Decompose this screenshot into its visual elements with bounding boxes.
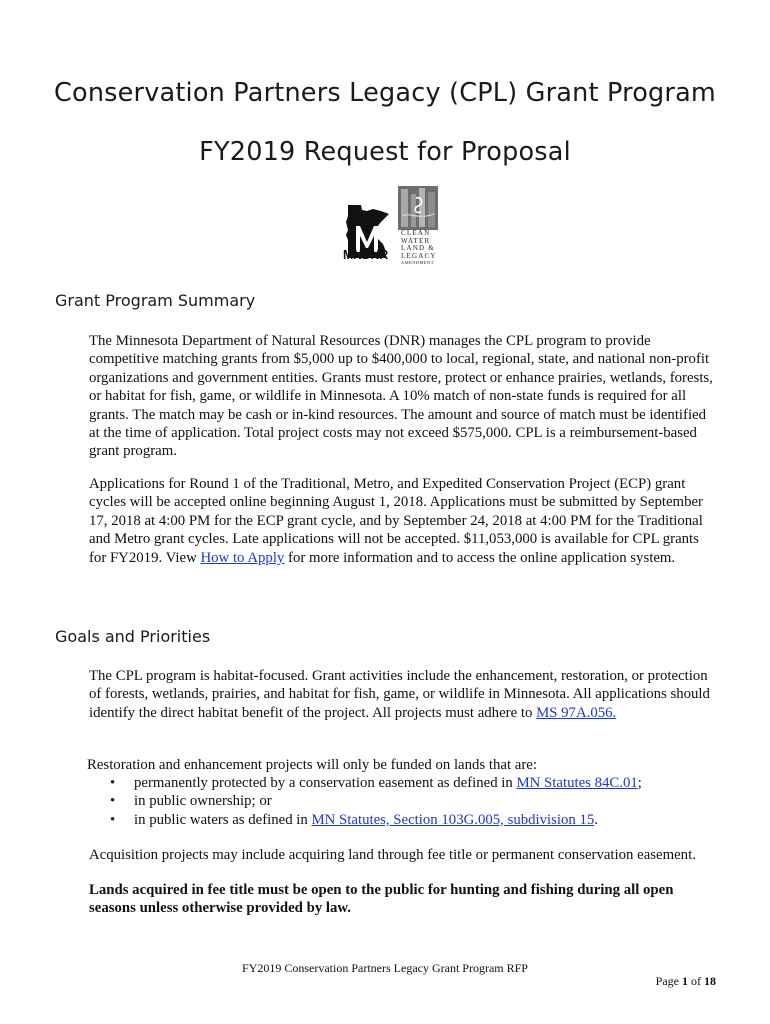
page-footer: FY2019 Conservation Partners Legacy Grant Program RFP — [242, 961, 528, 975]
text-run: permanently protected by a conservation easement as defined in — [134, 775, 517, 791]
list-item — [110, 811, 730, 829]
mndnr-wordmark: MNDNR — [343, 248, 389, 262]
goals-paragraph — [89, 667, 719, 722]
section-heading-summary: Grant Program Summary — [55, 291, 256, 310]
page-total: 18 — [704, 974, 716, 988]
applications-paragraph — [89, 475, 719, 567]
bullet-icon: • — [110, 811, 116, 828]
page-of: of — [691, 974, 701, 988]
list-item — [110, 774, 730, 792]
cwll-line: WATER — [401, 236, 431, 245]
document-subtitle: FY2019 Request for Proposal — [199, 137, 571, 167]
ms-97a056-link[interactable]: MS 97A.056. — [536, 704, 617, 721]
cwll-line: LEGACY — [401, 251, 437, 260]
document-title: Conservation Partners Legacy (CPL) Grant Program — [54, 78, 716, 108]
text-run: for more information and to access the online application system. — [284, 549, 676, 566]
how-to-apply-link[interactable]: How to Apply — [200, 549, 285, 566]
page-current: 1 — [682, 974, 688, 988]
section-heading-goals: Goals and Priorities — [55, 627, 211, 646]
list-item — [110, 792, 730, 810]
mn-statutes-103g005-link[interactable]: MN Statutes, Section 103G.005, subdivision 15 — [311, 811, 595, 828]
acquisition-paragraph: Acquisition projects may include acquiring land through fee title or permanent conservation easement. — [89, 847, 696, 863]
clean-water-legacy-icon — [398, 186, 438, 230]
public-access-paragraph: Lands acquired in fee title must be open to the public for hunting and fishing during all open seasons unless otherwise provided by law. — [89, 882, 674, 917]
land-criteria-list — [110, 774, 730, 829]
summary-paragraph: The Minnesota Department of Natural Resources (DNR) manages the CPL program to provide competitive matching grants from $5,000 up to $400,000 to local, regional, state, and national non-profit organizations and government entities. Grants must restore, protect or enhance prairies, wetlands, forests, or habitat for fish, game, or wildlife in Minnesota. A 10% match of non-state funds is required for all grants. The match may be cash or in-kind resources. The amount and source of match must be identified at the time of application. Total project costs may not exceed $575,000. CPL is a reimbursement-based grant program. — [89, 333, 713, 460]
text-run: . — [594, 811, 599, 828]
text-run: in public waters as defined in — [134, 811, 312, 828]
text-run: The CPL program is habitat-focused. Grant activities include the enhancement, restoration, or protection of forests, wetlands, prairies, and habitat for fish, game, or wildlife in Minnesota. All applications should identify the direct habitat benefit of the project. All projects must adhere to — [89, 668, 710, 721]
bullet-icon: • — [110, 775, 116, 791]
cwll-line: CLEAN — [401, 229, 431, 237]
cwll-line: LAND & — [401, 244, 435, 253]
restoration-paragraph: Restoration and enhancement projects will only be funded on lands that are: — [87, 757, 537, 773]
bullet-icon: • — [110, 793, 116, 810]
text-run: in public ownership; or — [134, 793, 272, 810]
logo-group — [343, 186, 449, 266]
mn-statutes-84c01-link[interactable]: MN Statutes 84C.01 — [516, 775, 638, 791]
cwll-line: AMENDMENT — [401, 260, 434, 266]
cwll-wordmark — [401, 230, 449, 266]
text-run: ; — [637, 775, 642, 791]
text-run: Applications for Round 1 of the Traditional, Metro, and Expedited Conservation Project (ECP) grant cycles will be accepted online beginning August 1, 2018. Applications must be submitted by September 17, 2018 at 4:00 PM for the ECP grant cycle, and by September 24, 2018 at 4:00 PM for the Traditional and Metro grant cycles. Late applications will not be accepted. $11,053,000 is available for CPL grants for FY2019. View — [89, 476, 703, 566]
page-number — [656, 974, 716, 989]
page-label: Page — [655, 974, 679, 988]
